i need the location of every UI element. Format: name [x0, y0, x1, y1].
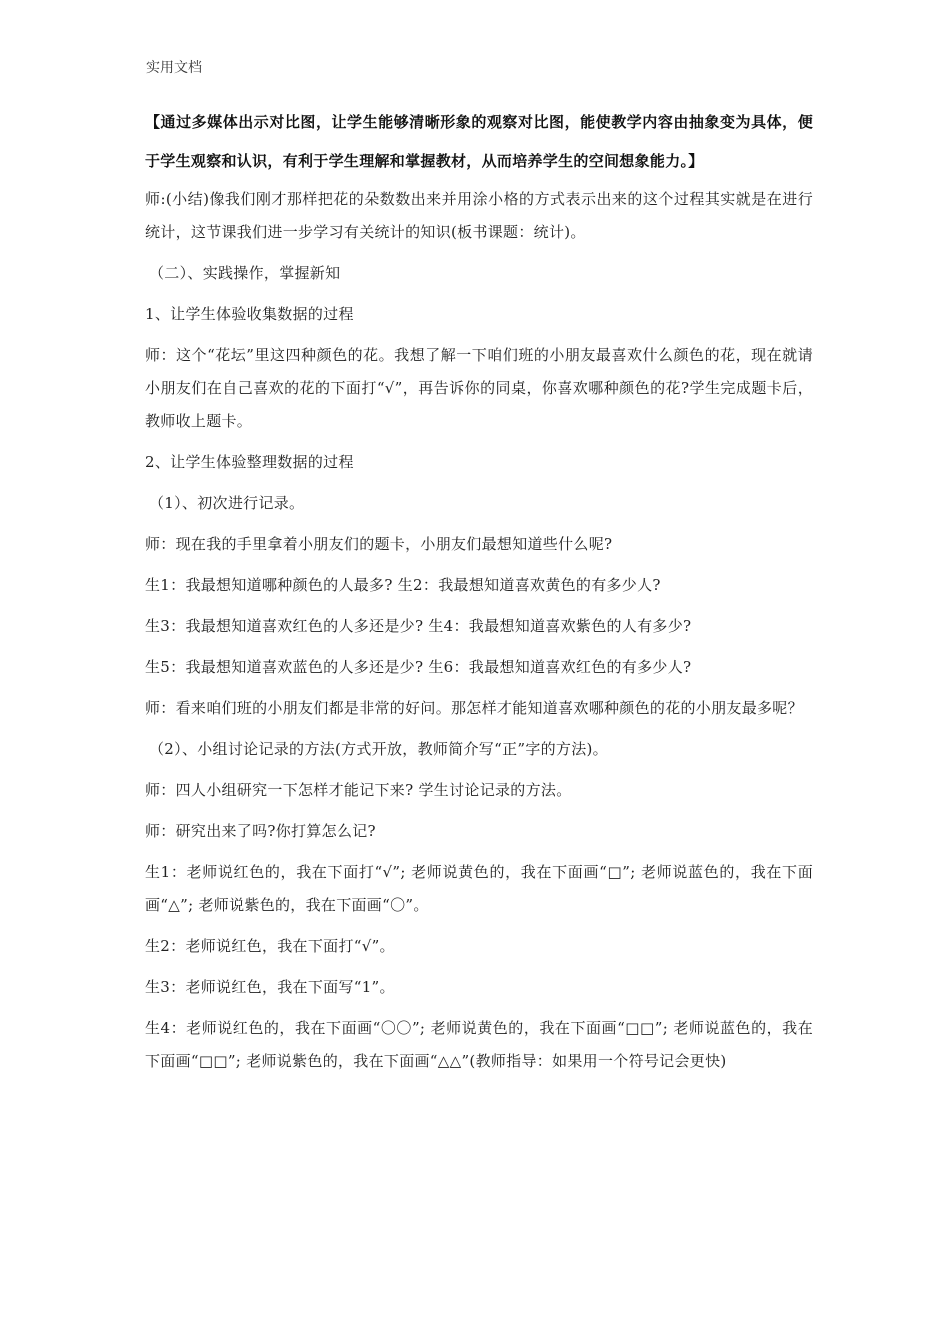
paragraph: 生2：老师说红色，我在下面打“√”。	[145, 937, 395, 955]
paragraph: 生3：我最想知道喜欢红色的人多还是少? 生4：我最想知道喜欢紫色的人有多少?	[145, 617, 692, 635]
document-body	[145, 103, 813, 1086]
paragraph: 生1：老师说红色的，我在下面打“√”; 老师说黄色的，我在下面画“□”; 老师说蓝色的，我在下面画“△”; 老师说紫色的，我在下面画“〇”。	[145, 863, 813, 914]
paragraph: 生1：我最想知道哪种颜色的人最多? 生2：我最想知道喜欢黄色的有多少人?	[145, 576, 661, 594]
paragraph: 师:(小结)像我们刚才那样把花的朵数数出来并用涂小格的方式表示出来的这个过程其实就是在进行统计，这节课我们进一步学习有关统计的知识(板书课题：统计)。	[145, 190, 813, 241]
paragraph: 师：四人小组研究一下怎样才能记下来? 学生讨论记录的方法。	[145, 781, 572, 799]
paragraph: 生4：老师说红色的，我在下面画“〇〇”; 老师说黄色的，我在下面画“□□”; 老师说蓝色的，我在下面画“□□”; 老师说紫色的，我在下面画“△△”(教师指导：如果用一个符号记会更快)	[145, 1019, 813, 1070]
subsection-heading: 2、让学生体验整理数据的过程	[145, 453, 354, 471]
paragraph: 师：现在我的手里拿着小朋友们的题卡，小朋友们最想知道些什么呢?	[145, 535, 613, 553]
paragraph: 师：研究出来了吗?你打算怎么记?	[145, 822, 376, 840]
paragraph: 师：这个“花坛”里这四种颜色的花。我想了解一下咱们班的小朋友最喜欢什么颜色的花，现在就请小朋友们在自己喜欢的花的下面打“√”，再告诉你的同桌，你喜欢哪种颜色的花?学生完成题卡后，教师收上题卡。	[145, 346, 813, 430]
paragraph-emphasis: 【通过多媒体出示对比图，让学生能够清晰形象的观察对比图，能使教学内容由抽象变为具体，便于学生观察和认识，有利于学生理解和掌握教材，从而培养学生的空间想象能力。】	[145, 113, 813, 170]
subsection-heading: （2）、小组讨论记录的方法(方式开放，教师简介写“正”字的方法)。	[149, 740, 608, 758]
document-header: 实用文档	[146, 60, 202, 76]
paragraph: 师：看来咱们班的小朋友们都是非常的好问。那怎样才能知道喜欢哪种颜色的花的小朋友最多呢？	[145, 699, 803, 717]
paragraph: 生5：我最想知道喜欢蓝色的人多还是少? 生6：我最想知道喜欢红色的有多少人?	[145, 658, 692, 676]
section-heading: （二）、实践操作，掌握新知	[149, 264, 341, 282]
paragraph: 生3：老师说红色，我在下面写“1”。	[145, 978, 395, 996]
subsection-heading: （1）、初次进行记录。	[149, 494, 305, 512]
subsection-heading: 1、让学生体验收集数据的过程	[145, 305, 354, 323]
